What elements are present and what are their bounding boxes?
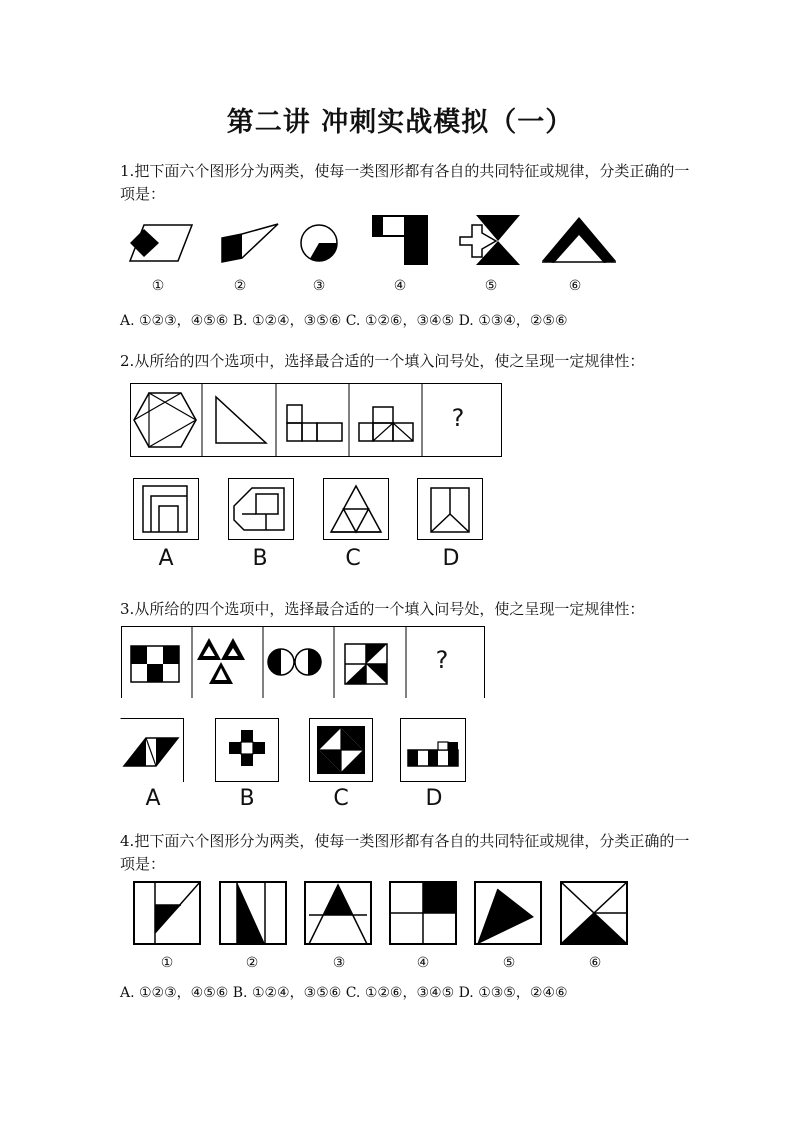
- question-2-number: 2.: [120, 352, 135, 370]
- question-3-number: 3.: [120, 600, 135, 618]
- question-4-stem: 把下面六个图形分为两类，使每一类图形都有各自的共同特征或规律，分类正确的一项是：: [120, 832, 690, 873]
- q2-option-c-label[interactable]: C: [345, 546, 361, 571]
- question-1-text: [120, 160, 690, 206]
- q4-figure-6: [560, 881, 628, 945]
- q2-option-b-label[interactable]: B: [252, 546, 268, 571]
- q1-label-1: ①: [151, 278, 165, 294]
- question-2-stem: 从所给的四个选项中，选择最合适的一个填入问号处，使之呈现一定规律性：: [134, 352, 645, 370]
- q2-option-a-label[interactable]: A: [158, 546, 174, 571]
- q4-label-3: ③: [332, 955, 346, 971]
- question-4-text: [120, 830, 690, 876]
- question-3-text: [120, 598, 690, 621]
- q4-figure-5: [474, 881, 542, 945]
- q2-option-c-figure[interactable]: [323, 478, 389, 540]
- q1-figure-2: [220, 222, 280, 264]
- q1-figure-6: [540, 215, 618, 265]
- q1-label-5: ⑤: [484, 278, 498, 294]
- q2-option-d-label[interactable]: D: [442, 546, 460, 571]
- q3-option-a-figure[interactable]: [120, 718, 184, 782]
- q4-label-4: ④: [416, 955, 430, 971]
- q2-option-d-figure[interactable]: [417, 478, 483, 540]
- q1-label-4: ④: [393, 278, 407, 294]
- q1-figure-1: [130, 222, 196, 264]
- q2-option-a-figure[interactable]: [133, 478, 199, 540]
- q1-figure-5: [458, 215, 522, 267]
- q1-figure-4: [372, 215, 430, 267]
- question-3-stem: 从所给的四个选项中，选择最合适的一个填入问号处，使之呈现一定规律性：: [134, 600, 645, 618]
- q1-answer-choices: A. ①②③，④⑤⑥ B. ①②④，③⑤⑥ C. ①②⑥，③④⑤ D. ①③④，②⑤⑥: [120, 313, 568, 329]
- question-1-stem: 把下面六个图形分为两类，使每一类图形都有各自的共同特征或规律，分类正确的一项是：: [120, 162, 690, 203]
- q3-option-b-figure[interactable]: [215, 718, 279, 782]
- q2-option-b-figure[interactable]: [228, 478, 294, 540]
- q4-label-6: ⑥: [588, 955, 602, 971]
- q4-label-1: ①: [160, 955, 174, 971]
- q1-label-3: ③: [312, 278, 326, 294]
- question-2-text: [120, 350, 690, 373]
- q3-option-a-label[interactable]: A: [145, 786, 161, 811]
- q4-figure-3: [304, 881, 372, 945]
- q4-answer-choices: A. ①②③，④⑤⑥ B. ①②④，③⑤⑥ C. ①②⑥，③④⑤ D. ①③⑤，②④⑥: [120, 985, 568, 1001]
- q4-figure-1: [133, 881, 201, 945]
- q3-option-c-label[interactable]: C: [333, 786, 349, 811]
- q3-option-d-label[interactable]: D: [425, 786, 443, 811]
- q4-label-2: ②: [245, 955, 259, 971]
- q1-figure-3: [298, 222, 340, 264]
- q4-figure-2: [219, 881, 287, 945]
- page-title: 第二讲 冲刺实战模拟（一）: [226, 107, 574, 138]
- q1-label-6: ⑥: [568, 278, 582, 294]
- q3-option-b-label[interactable]: B: [239, 786, 255, 811]
- q1-label-2: ②: [233, 278, 247, 294]
- q4-figure-4: [389, 881, 457, 945]
- q2-question-mark: ?: [451, 404, 465, 432]
- q4-label-5: ⑤: [502, 955, 516, 971]
- q3-question-mark: ?: [435, 646, 449, 674]
- q3-option-c-figure[interactable]: [309, 718, 373, 782]
- q3-option-d-figure[interactable]: [400, 718, 466, 782]
- question-4-number: 4.: [120, 832, 135, 850]
- question-1-number: 1.: [120, 162, 135, 180]
